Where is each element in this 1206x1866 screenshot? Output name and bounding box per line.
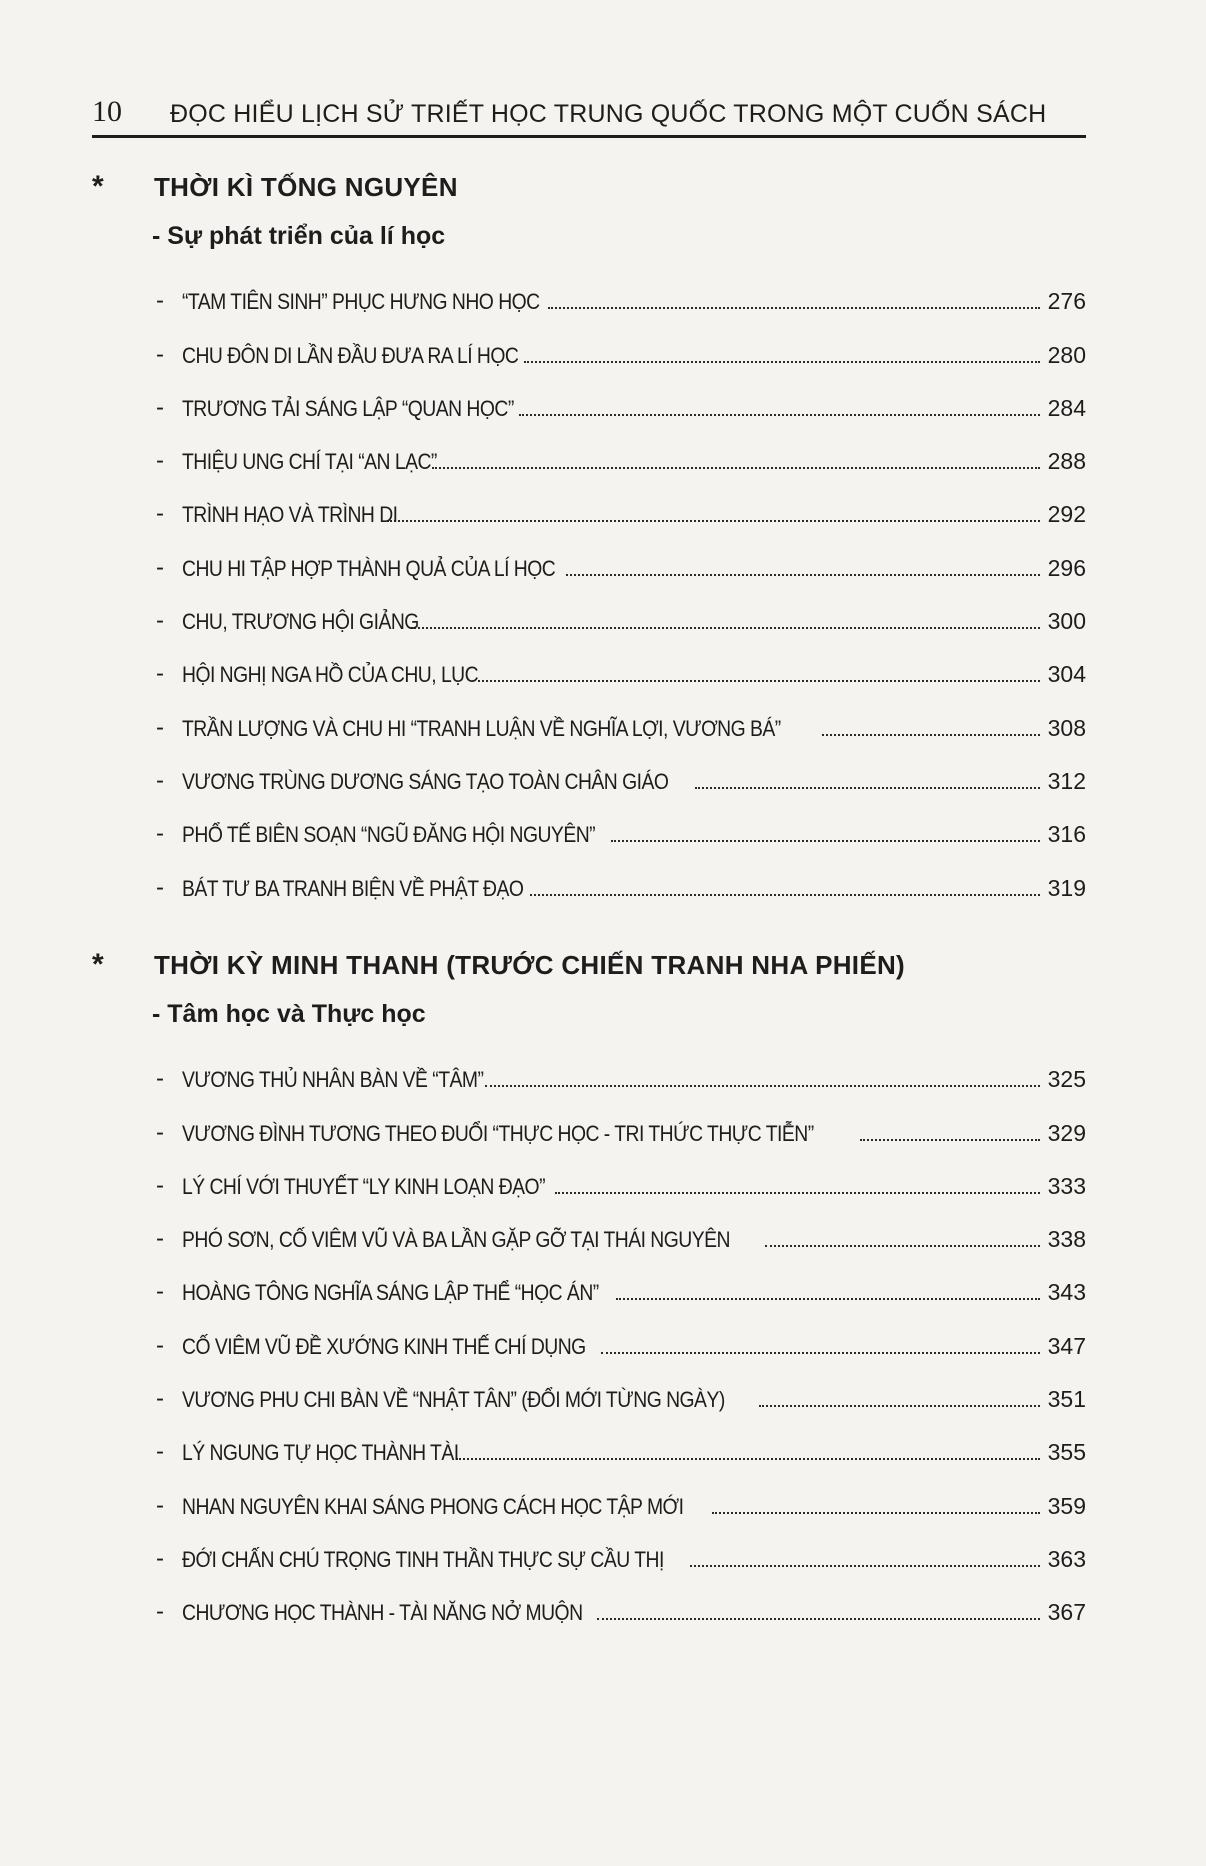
dot-leader bbox=[690, 1564, 1041, 1567]
toc-entry[interactable] bbox=[156, 528, 1086, 581]
dot-leader bbox=[519, 413, 1040, 416]
dot-leader bbox=[822, 733, 1040, 736]
dot-leader bbox=[548, 306, 1040, 309]
entry-page-number: 338 bbox=[1047, 1226, 1086, 1253]
dot-leader bbox=[695, 786, 1040, 789]
entry-title: LÝ NGUNG TỰ HỌC THÀNH TÀI bbox=[182, 1440, 459, 1466]
section-subheading: - Sự phát triển của lí học bbox=[152, 222, 446, 250]
dot-leader bbox=[387, 519, 1040, 522]
entry-title: LÝ CHÍ VỚI THUYẾT “LY KINH LOẠN ĐẠO” bbox=[182, 1173, 546, 1199]
toc-list bbox=[92, 1040, 1086, 1626]
entry-dash: - bbox=[156, 1385, 164, 1413]
entry-title: CHƯƠNG HỌC THÀNH - TÀI NĂNG NỞ MUỘN bbox=[182, 1600, 583, 1626]
entry-page-number: 325 bbox=[1047, 1066, 1086, 1093]
entry-title: NHAN NGUYÊN KHAI SÁNG PHONG CÁCH HỌC TẬP MỚI bbox=[182, 1493, 684, 1519]
entry-title: ĐỚI CHẤN CHÚ TRỌNG TINH THẦN THỰC SỰ CẦU THỊ bbox=[182, 1546, 664, 1572]
toc-entry[interactable] bbox=[156, 742, 1086, 795]
entry-dash: - bbox=[156, 1491, 164, 1519]
dot-leader bbox=[524, 360, 1040, 363]
dot-leader bbox=[860, 1138, 1040, 1141]
entry-dash: - bbox=[156, 340, 164, 368]
entry-title: TRẦN LƯỢNG VÀ CHU HI “TRANH LUẬN VỀ NGHĨA LỢI, VƯƠNG BÁ” bbox=[182, 715, 781, 741]
toc-entry[interactable] bbox=[156, 1466, 1086, 1519]
entry-title: VƯƠNG TRÙNG DƯƠNG SÁNG TẠO TOÀN CHÂN GIÁO bbox=[182, 768, 669, 794]
entry-dash: - bbox=[156, 1278, 164, 1306]
entry-dash: - bbox=[156, 1118, 164, 1146]
dot-leader bbox=[712, 1511, 1040, 1514]
toc-entry[interactable] bbox=[156, 1147, 1086, 1200]
dot-leader bbox=[601, 1351, 1040, 1354]
entry-dash: - bbox=[156, 873, 164, 901]
entry-title: CHU, TRƯƠNG HỘI GIẢNG bbox=[182, 609, 419, 635]
entry-page-number: 367 bbox=[1047, 1599, 1086, 1626]
entry-title: “TAM TIÊN SINH” PHỤC HƯNG NHO HỌC bbox=[182, 289, 540, 315]
entry-dash: - bbox=[156, 1544, 164, 1572]
entry-page-number: 280 bbox=[1047, 341, 1086, 368]
toc-entry[interactable] bbox=[156, 475, 1086, 528]
toc-entry[interactable] bbox=[156, 848, 1086, 901]
entry-dash: - bbox=[156, 820, 164, 848]
dot-leader bbox=[611, 839, 1040, 842]
toc-entry[interactable] bbox=[156, 1040, 1086, 1093]
entry-page-number: 329 bbox=[1047, 1119, 1086, 1146]
toc-entry[interactable] bbox=[156, 582, 1086, 635]
entry-dash: - bbox=[156, 1171, 164, 1199]
page-header bbox=[92, 94, 1086, 138]
toc-list bbox=[92, 262, 1086, 902]
entry-title: VƯƠNG THỦ NHÂN BÀN VỀ “TÂM” bbox=[182, 1067, 484, 1093]
entry-dash: - bbox=[156, 553, 164, 581]
entry-dash: - bbox=[156, 1065, 164, 1093]
entry-title: VƯƠNG ĐÌNH TƯƠNG THEO ĐUỔI “THỰC HỌC - TRI THỨC THỰC TIỄN” bbox=[182, 1120, 814, 1146]
entry-page-number: 343 bbox=[1047, 1279, 1086, 1306]
entry-page-number: 288 bbox=[1047, 448, 1086, 475]
dot-leader bbox=[411, 626, 1040, 629]
entry-title: CHU ĐÔN DI LẦN ĐẦU ĐƯA RA LÍ HỌC bbox=[182, 342, 519, 368]
entry-title: PHỔ TẾ BIÊN SOẠN “NGŨ ĐĂNG HỘI NGUYÊN” bbox=[182, 822, 596, 848]
entry-page-number: 319 bbox=[1047, 874, 1086, 901]
dot-leader bbox=[456, 1457, 1040, 1460]
entry-dash: - bbox=[156, 393, 164, 421]
toc-entry[interactable] bbox=[156, 1253, 1086, 1306]
entry-dash: - bbox=[156, 287, 164, 315]
dot-leader bbox=[485, 1084, 1040, 1087]
entry-title: TRÌNH HẠO VÀ TRÌNH DI bbox=[182, 502, 398, 528]
entry-dash: - bbox=[156, 660, 164, 688]
bullet-star: * bbox=[92, 948, 104, 981]
running-title: ĐỌC HIỂU LỊCH SỬ TRIẾT HỌC TRUNG QUỐC TRONG MỘT CUỐN SÁCH bbox=[170, 100, 1047, 128]
section-title: THỜI KỲ MINH THANH (TRƯỚC CHIẾN TRANH NHA PHIẾN) bbox=[154, 950, 905, 980]
entry-page-number: 308 bbox=[1047, 714, 1086, 741]
dot-leader bbox=[765, 1244, 1040, 1247]
toc-entry[interactable] bbox=[156, 1573, 1086, 1626]
entry-dash: - bbox=[156, 1225, 164, 1253]
bullet-star: * bbox=[92, 170, 104, 203]
toc-entry[interactable] bbox=[156, 1306, 1086, 1359]
entry-title: VƯƠNG PHU CHI BÀN VỀ “NHẬT TÂN” (ĐỔI MỚI TỪNG NGÀY) bbox=[182, 1387, 725, 1413]
entry-page-number: 355 bbox=[1047, 1439, 1086, 1466]
entry-page-number: 304 bbox=[1047, 661, 1086, 688]
entry-dash: - bbox=[156, 766, 164, 794]
toc-section-minh-thanh bbox=[92, 948, 1086, 1626]
toc-entry[interactable] bbox=[156, 688, 1086, 741]
dot-leader bbox=[616, 1297, 1040, 1300]
dot-leader bbox=[597, 1617, 1040, 1620]
entry-title: PHÓ SƠN, CỐ VIÊM VŨ VÀ BA LẦN GẶP GỠ TẠI THÁI NGUYÊN bbox=[182, 1227, 730, 1253]
entry-title: HỘI NGHỊ NGA HỒ CỦA CHU, LỤC bbox=[182, 662, 479, 688]
dot-leader bbox=[478, 679, 1040, 682]
toc-entry[interactable] bbox=[156, 795, 1086, 848]
section-heading bbox=[92, 170, 1086, 216]
dot-leader bbox=[566, 573, 1040, 576]
entry-dash: - bbox=[156, 1331, 164, 1359]
page-number: 10 bbox=[92, 95, 122, 128]
entry-dash: - bbox=[156, 500, 164, 528]
dot-leader bbox=[759, 1404, 1040, 1407]
entry-page-number: 296 bbox=[1047, 554, 1086, 581]
toc-entry[interactable] bbox=[156, 422, 1086, 475]
entry-page-number: 292 bbox=[1047, 501, 1086, 528]
entry-title: CHU HI TẬP HỢP THÀNH QUẢ CỦA LÍ HỌC bbox=[182, 555, 556, 581]
entry-title: THIỆU UNG CHÍ TẠI “AN LẠC” bbox=[182, 449, 437, 475]
entry-title: TRƯƠNG TẢI SÁNG LẬP “QUAN HỌC” bbox=[182, 395, 514, 421]
entry-page-number: 312 bbox=[1047, 767, 1086, 794]
toc-entry[interactable] bbox=[156, 1093, 1086, 1146]
toc-entry[interactable] bbox=[156, 369, 1086, 422]
section-title: THỜI KÌ TỐNG NGUYÊN bbox=[154, 172, 458, 202]
entry-page-number: 351 bbox=[1047, 1386, 1086, 1413]
section-heading bbox=[92, 948, 1086, 994]
toc-entry[interactable] bbox=[156, 262, 1086, 315]
entry-dash: - bbox=[156, 713, 164, 741]
toc-entry[interactable] bbox=[156, 1520, 1086, 1573]
entry-page-number: 316 bbox=[1047, 821, 1086, 848]
toc-entry[interactable] bbox=[156, 1360, 1086, 1413]
toc-entry[interactable] bbox=[156, 1413, 1086, 1466]
toc-entry[interactable] bbox=[156, 635, 1086, 688]
entry-page-number: 284 bbox=[1047, 394, 1086, 421]
entry-page-number: 333 bbox=[1047, 1172, 1086, 1199]
entry-dash: - bbox=[156, 1438, 164, 1466]
dot-leader bbox=[555, 1191, 1040, 1194]
entry-page-number: 300 bbox=[1047, 608, 1086, 635]
toc-entry[interactable] bbox=[156, 1200, 1086, 1253]
section-subheading: - Tâm học và Thực học bbox=[152, 1000, 426, 1028]
entry-page-number: 276 bbox=[1047, 288, 1086, 315]
entry-dash: - bbox=[156, 447, 164, 475]
entry-page-number: 347 bbox=[1047, 1332, 1086, 1359]
entry-dash: - bbox=[156, 1598, 164, 1626]
dot-leader bbox=[432, 466, 1040, 469]
toc-section-tong-nguyen bbox=[92, 170, 1086, 902]
entry-page-number: 363 bbox=[1047, 1545, 1086, 1572]
entry-title: BÁT TƯ BA TRANH BIỆN VỀ PHẬT ĐẠO bbox=[182, 875, 524, 901]
entry-page-number: 359 bbox=[1047, 1492, 1086, 1519]
entry-title: CỐ VIÊM VŨ ĐỀ XƯỚNG KINH THẾ CHÍ DỤNG bbox=[182, 1333, 586, 1359]
entry-dash: - bbox=[156, 607, 164, 635]
dot-leader bbox=[530, 893, 1040, 896]
toc-entry[interactable] bbox=[156, 315, 1086, 368]
entry-title: HOÀNG TÔNG NGHĨA SÁNG LẬP THỂ “HỌC ÁN” bbox=[182, 1280, 599, 1306]
